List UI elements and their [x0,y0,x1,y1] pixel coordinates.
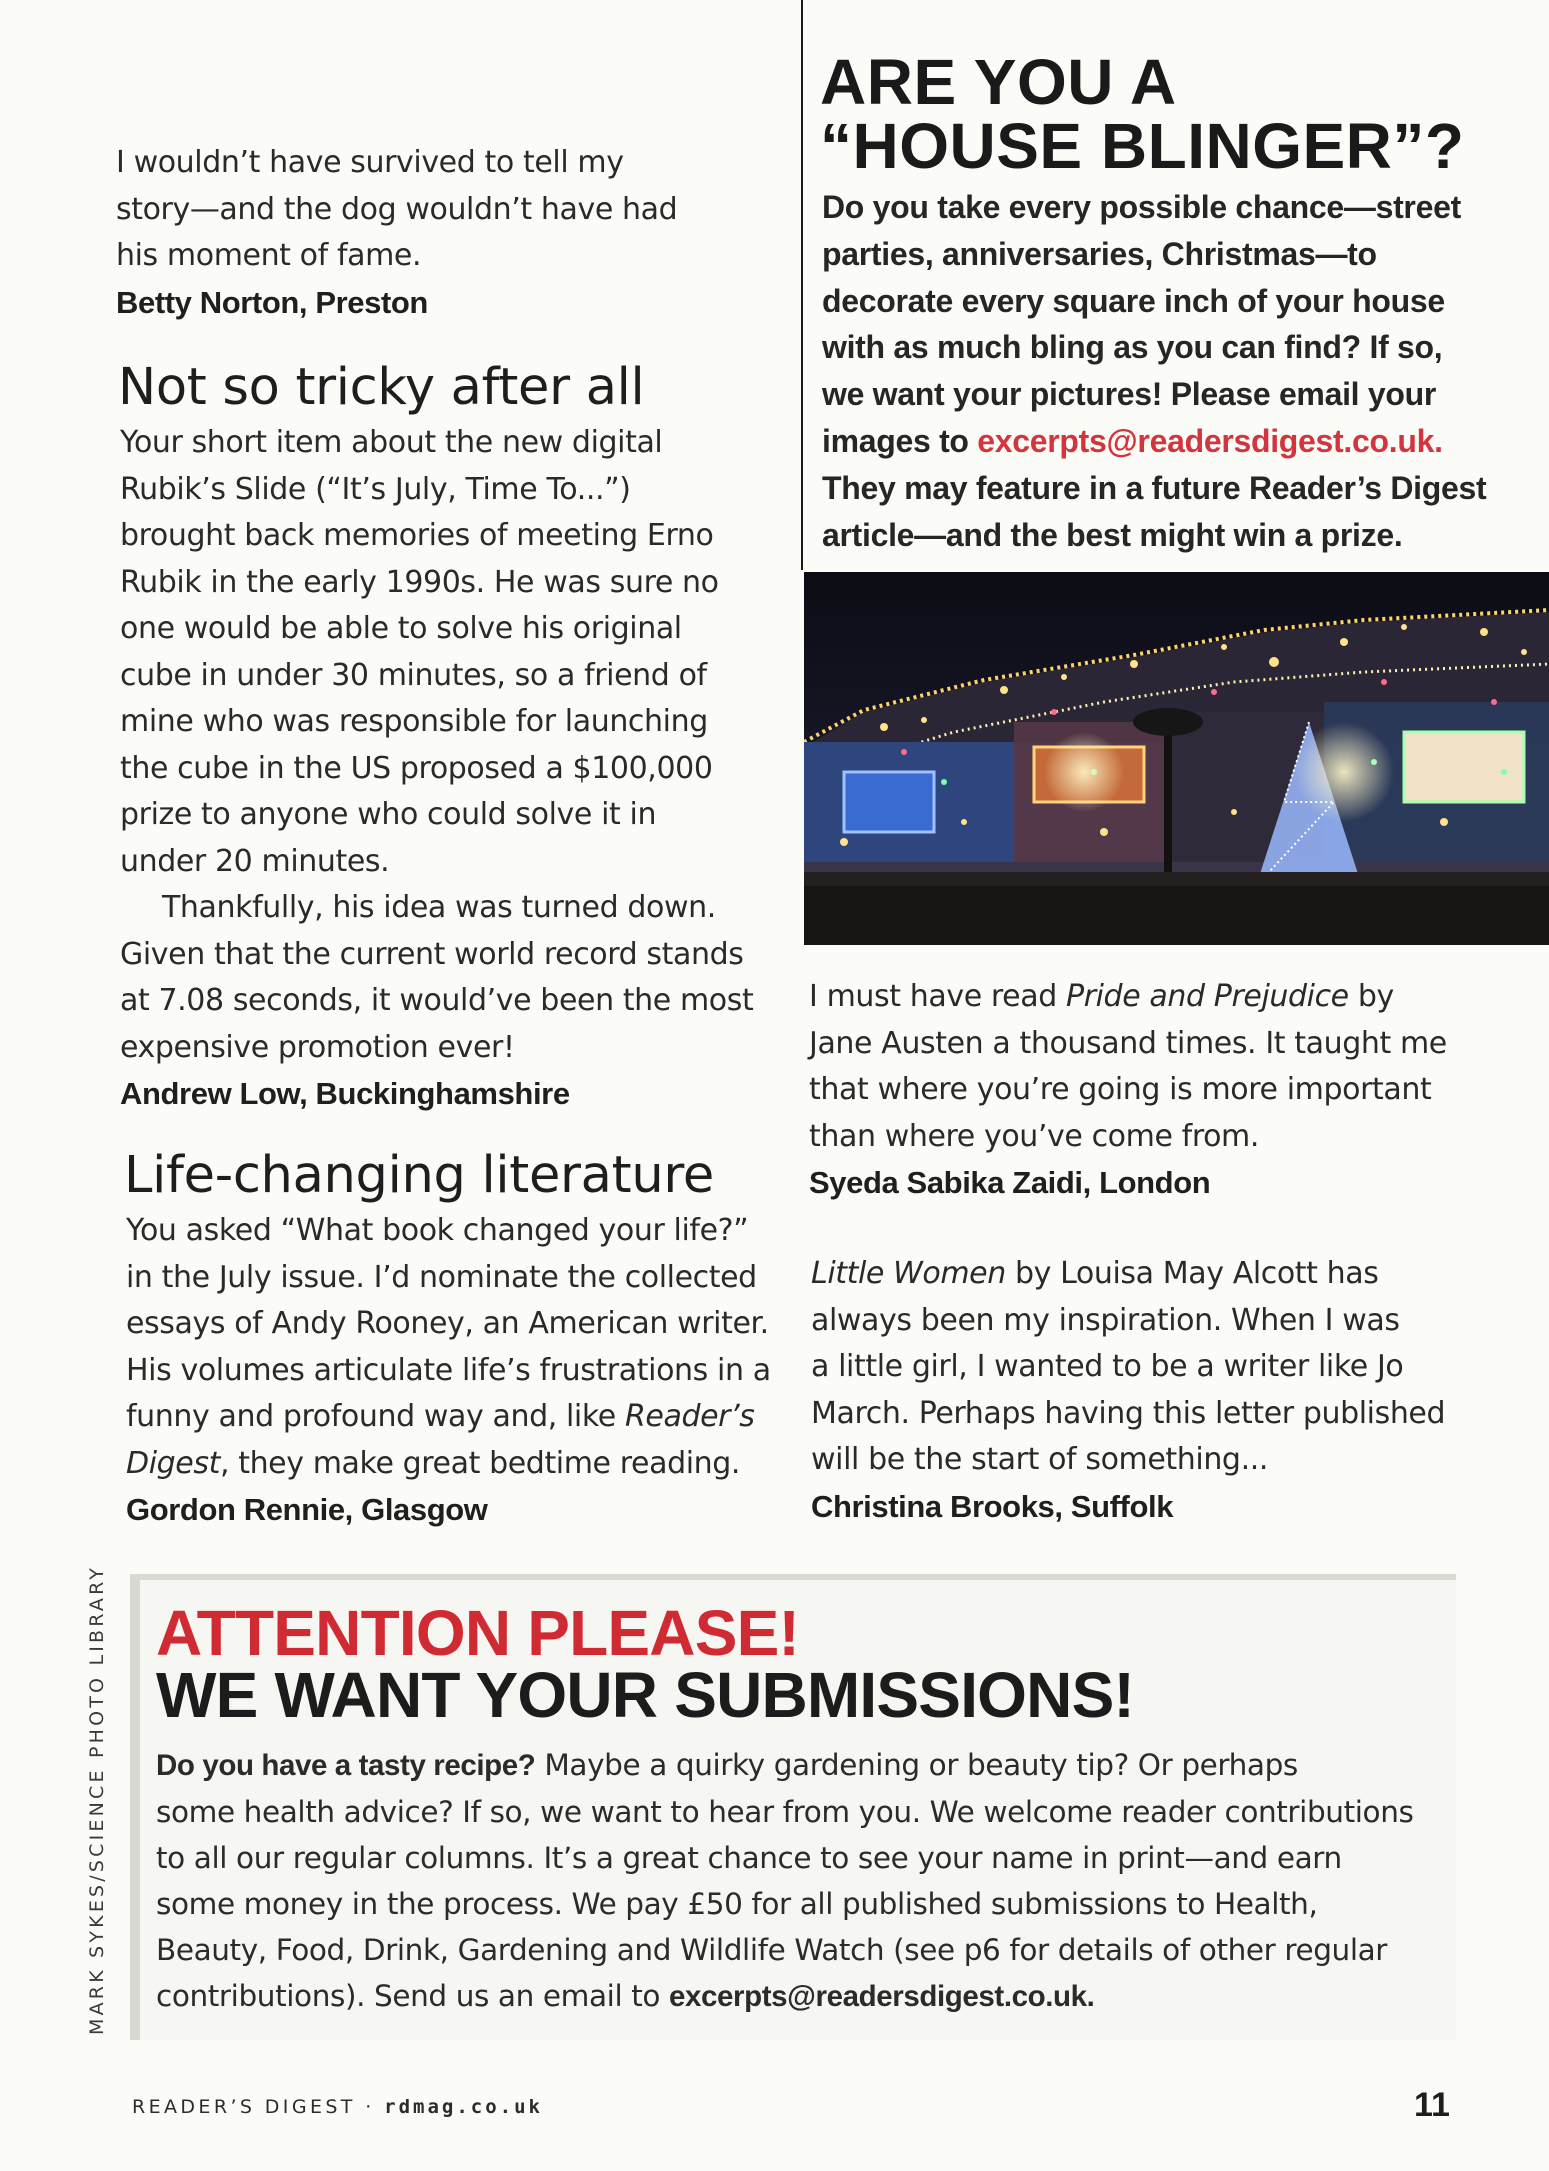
letter-gordon-rennie [126,1208,806,1533]
letter-signature: Syeda Sabika Zaidi, London [809,1165,1211,1200]
box-line: to all our regular columns. It’s a great chance to see your name in print—and earn [156,1841,1342,1875]
text-segment: images to [822,422,978,459]
letter-line: mine who was responsible for launching [120,704,708,739]
text-segment: funny and profound way and, like [126,1399,625,1434]
letter-line: I wouldn’t have survived to tell my [116,145,624,180]
christmas-lights-illustration [804,572,1549,945]
letter-christina-brooks [811,1251,1531,1530]
footer-masthead [132,2096,543,2118]
letter-line: Thankfully, his idea was turned down. [162,890,716,925]
letter-line: Rubik in the early 1990s. He was sure no [120,564,719,600]
bling-line: with as much bling as you can find? If so, [822,329,1443,366]
letter-line: at 7.08 seconds, it would’ve been the most [120,983,754,1018]
bling-line: article—and the best might win a prize. [822,516,1403,553]
box-line: Beauty, Food, Drink, Gardening and Wildlife Watch (see p6 for details of other regular [156,1933,1388,1967]
box-line [156,1742,1446,1789]
box-lead-question: Do you have a tasty recipe? [156,1749,536,1782]
bling-line: decorate every square inch of your house [822,282,1445,319]
letter-line [126,1394,806,1441]
text-segment: contributions). Send us an email to [156,1979,670,2013]
box-line: some money in the process. We pay £50 for all published submissions to Health, [156,1887,1318,1921]
bling-title [820,46,1465,182]
letter-line: Rubik’s Slide (“It’s July, Time To...”) [120,471,631,507]
bling-email-link[interactable]: excerpts@readersdigest.co.uk. [977,422,1443,459]
bling-body [822,184,1542,558]
bling-line: we want your pictures! Please email your [822,376,1437,413]
attention-heading: ATTENTION PLEASE! [156,1597,799,1669]
text-segment: I must have read [809,979,1066,1014]
box-line [156,1973,1446,2020]
bling-line [822,418,1542,465]
letter-syeda-zaidi [809,974,1529,1206]
footer-separator: · [365,2096,375,2118]
italic-title: Digest [126,1445,220,1481]
letter-signature: Andrew Low, Buckinghamshire [120,1076,570,1111]
letter-line: a little girl, I wanted to be a writer like Jo [811,1349,1404,1384]
letter-signature: Betty Norton, Preston [116,284,428,320]
photo-credit: MARK SYKES/SCIENCE PHOTO LIBRARY [86,1564,108,2035]
bling-title-line: “HOUSE BLINGER”? [820,110,1465,182]
bling-line: They may feature in a future Reader’s Digest [822,469,1487,506]
magazine-name: READER’S DIGEST [132,2096,356,2118]
column-divider [801,0,803,570]
letter-line: the cube in the US proposed a $100,000 [120,750,713,786]
letter-line: brought back memories of meeting Erno [120,518,714,553]
letter-betty-norton [116,140,776,326]
letter-line [809,974,1529,1021]
italic-title: Reader’s [624,1399,755,1434]
letter-line: You asked “What book changed your life?” [126,1213,749,1248]
letter-andrew-low [120,420,800,1117]
italic-title: Pride and Prejudice [1066,979,1349,1014]
italic-title: Little Women [811,1256,1006,1291]
letter-line: essays of Andy Rooney, an American writer. [126,1306,769,1341]
box-line: some health advice? If so, we want to hear from you. We welcome reader contributions [156,1795,1414,1829]
text-segment: Maybe a quirky gardening or beauty tip? Or perhaps [535,1748,1298,1782]
letter-line: his moment of fame. [116,238,422,273]
bling-line: Do you take every possible chance—street [822,189,1461,225]
letter-line: in the July issue. I’d nominate the collected [126,1259,757,1295]
submissions-heading: WE WANT YOUR SUBMISSIONS! [156,1659,1134,1731]
letter-line: that where you’re going is more important [809,1072,1432,1107]
section-heading-literature: Life-changing literature [124,1146,714,1205]
christmas-lights-house-photo [804,572,1549,945]
letter-line [811,1251,1531,1298]
letter-line: always been my inspiration. When I was [811,1302,1400,1338]
letter-line [126,1441,806,1488]
submissions-body [156,1742,1446,2020]
letter-line: story—and the dog wouldn’t have had [116,191,678,227]
text-segment: by [1348,979,1394,1014]
letter-line: expensive promotion ever! [120,1029,515,1065]
bling-title-line: ARE YOU A [820,46,1177,118]
letter-line: Given that the current world record stands [120,936,744,972]
letter-line: Your short item about the new digital [120,425,663,460]
bling-line: parties, anniversaries, Christmas—to [822,235,1377,272]
text-segment: by Louisa May Alcott has [1005,1256,1379,1291]
page-number: 11 [1414,2086,1450,2124]
letter-line: one would be able to solve his original [120,611,682,646]
letter-line: under 20 minutes. [120,843,390,879]
letter-line: cube in under 30 minutes, so a friend of [120,657,707,693]
letter-line: His volumes articulate life’s frustrations in a [126,1352,771,1388]
letter-line: March. Perhaps having this letter published [811,1395,1446,1431]
letter-line: than where you’ve come from. [809,1118,1260,1154]
submissions-email-link[interactable]: excerpts@readersdigest.co.uk. [669,1980,1095,2013]
text-segment: , they make great bedtime reading. [219,1445,741,1481]
letter-signature: Gordon Rennie, Glasgow [126,1492,488,1527]
letter-line: Jane Austen a thousand times. It taught me [809,1025,1447,1061]
section-heading-tricky: Not so tricky after all [118,358,645,417]
submissions-box [130,1574,1456,2040]
letter-signature: Christina Brooks, Suffolk [811,1488,1174,1524]
letter-line: will be the start of something... [811,1442,1268,1477]
website-link[interactable]: rdmag.co.uk [384,2096,544,2118]
letter-line: prize to anyone who could solve it in [120,797,657,832]
